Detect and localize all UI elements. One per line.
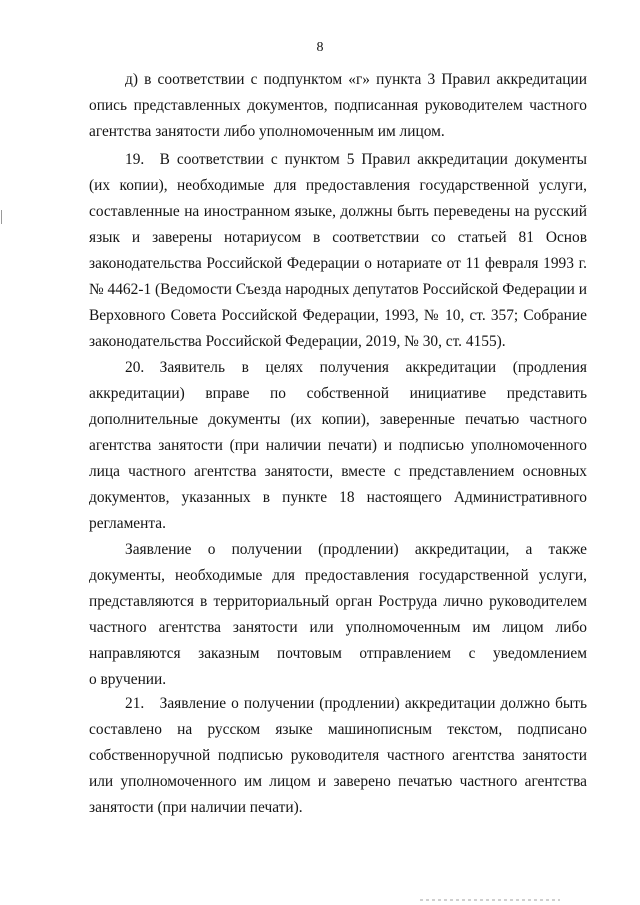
text-line: составленные на иностранном языке, должны быть переведены на русский <box>89 203 587 220</box>
text-line: 20. Заявитель в целях получения аккредитации (продления <box>125 359 587 376</box>
text-line: документы, необходимые для предоставления государственной услуги, <box>89 567 587 584</box>
text-line: или уполномоченного им лицом и заверено печатью частного агентства <box>89 773 587 790</box>
text-line: № 4462-1 (Ведомости Съезда народных депутатов Российской Федерации и <box>89 281 587 298</box>
text-line: законодательства Российской Федерации о нотариате от 11 февраля 1993 г. <box>89 255 587 272</box>
text-line: агентства занятости либо уполномоченным им лицом. <box>89 123 445 140</box>
text-line: аккредитации) вправе по собственной инициативе представить <box>89 385 587 402</box>
text-line: лица частного агентства занятости, вместе с представлением основных <box>89 463 587 480</box>
text-line: составлено на русском языке машинописным текстом, подписано <box>89 721 587 738</box>
text-line: опись представленных документов, подписанная руководителем частного <box>89 97 587 114</box>
text-line: собственноручной подписью руководителя частного агентства занятости <box>89 747 587 764</box>
text-line: 21. Заявление о получении (продлении) аккредитации должно быть <box>125 695 587 712</box>
text-line: представляются в территориальный орган Роструда лично руководителем <box>89 593 587 610</box>
text-line: (их копии), необходимые для предоставления государственной услуги, <box>89 177 587 194</box>
text-line: законодательства Российской Федерации, 2019, № 30, ст. 4155). <box>89 333 506 350</box>
text-line: 19. В соответствии с пунктом 5 Правил аккредитации документы <box>125 151 587 168</box>
scan-bottom-mark <box>420 899 560 901</box>
text-line: регламента. <box>89 515 166 532</box>
text-line: о вручении. <box>89 671 167 688</box>
text-line: Верховного Совета Российской Федерации, 1993, № 10, ст. 357; Собрание <box>89 307 587 324</box>
text-line: направляются заказным почтовым отправлением с уведомлением <box>89 645 587 662</box>
scan-edge-mark <box>1 210 2 224</box>
text-line: документов, указанных в пункте 18 настоящего Административного <box>89 489 587 506</box>
text-line: занятости (при наличии печати). <box>89 799 303 816</box>
page-number: 8 <box>316 40 324 55</box>
text-line: агентства занятости (при наличии печати) и подписью уполномоченного <box>89 437 587 454</box>
text-line: язык и заверены нотариусом в соответствии со статьей 81 Основ <box>89 229 587 246</box>
text-line: частного агентства занятости или уполномоченным им лицом либо <box>89 619 587 636</box>
text-line: дополнительные документы (их копии), заверенные печатью частного <box>89 411 587 428</box>
text-line: д) в соответствии с подпунктом «г» пункта 3 Правил аккредитации <box>125 71 587 88</box>
text-line: Заявление о получении (продлении) аккредитации, а также <box>125 541 587 558</box>
